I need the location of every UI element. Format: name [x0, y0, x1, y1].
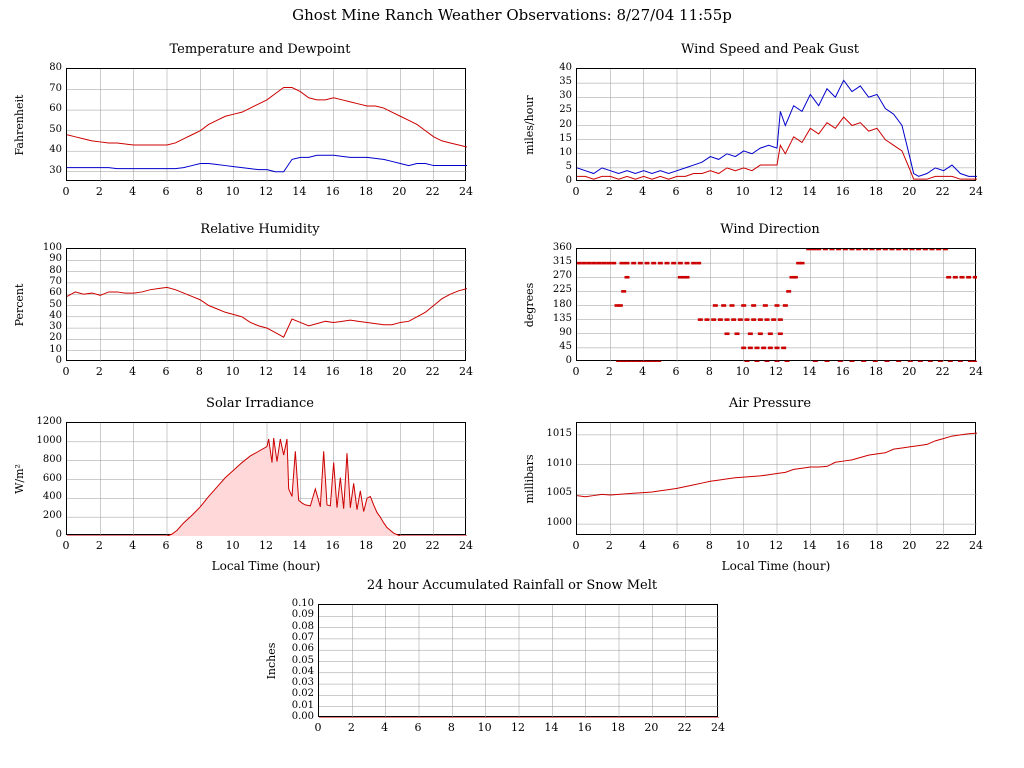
y-tick-label: 30	[49, 164, 62, 176]
y-tick-label: 80	[49, 264, 62, 276]
plot-svg-rainfall	[319, 605, 719, 718]
x-tick-label: 0	[572, 539, 580, 552]
x-tick-label: 18	[359, 365, 373, 378]
y-tick-label: 0.01	[291, 699, 314, 711]
y-tick-label: 10	[559, 146, 572, 158]
x-tick-label: 16	[325, 539, 340, 552]
x-tick-label: 24	[711, 721, 725, 734]
y-tick-label: 180	[552, 298, 572, 310]
y-tick-label: 80	[49, 62, 62, 73]
chart-title-temperature-dewpoint: Temperature and Dewpoint	[169, 42, 351, 57]
x-tick-label: 8	[195, 185, 203, 198]
y-tick-label: 1015	[546, 427, 572, 439]
chart-title-air-pressure: Air Pressure	[728, 396, 812, 411]
x-tick-label: 16	[835, 365, 850, 378]
x-tick-label: 22	[677, 721, 692, 734]
y-tick-label: 0.10	[291, 598, 314, 609]
y-tick-label: 60	[49, 287, 62, 299]
x-tick-label: 10	[735, 539, 750, 552]
plot-area-temperature-dewpoint	[66, 68, 466, 181]
y-tick-label: 20	[559, 118, 572, 130]
y-tick-label: 5	[565, 160, 572, 172]
x-tick-label: 10	[225, 185, 240, 198]
x-tick-label: 16	[835, 185, 850, 198]
y-tick-label: 0.03	[291, 677, 314, 689]
x-tick-label: 4	[639, 539, 647, 552]
y-tick-label: 40	[49, 309, 62, 321]
y-tick-label: 90	[559, 326, 572, 338]
x-tick-label: 4	[129, 185, 137, 198]
plot-area-wind-direction	[576, 248, 976, 361]
y-tick-label: 0.08	[291, 620, 314, 632]
x-tick-label: 2	[605, 185, 613, 198]
plot-area-rainfall	[318, 604, 718, 717]
y-tick-label: 25	[559, 104, 572, 116]
y-tick-label: 60	[49, 103, 62, 115]
plot-area-air-pressure	[576, 422, 976, 535]
x-tick-label: 6	[672, 185, 680, 198]
x-tick-label: 10	[735, 365, 750, 378]
x-tick-label: 14	[292, 365, 307, 378]
x-tick-label: 6	[672, 539, 680, 552]
x-tick-label: 10	[735, 185, 750, 198]
x-tick-label: 18	[359, 539, 373, 552]
y-tick-label: 270	[552, 270, 572, 282]
x-tick-label: 6	[162, 185, 170, 198]
x-tick-label: 8	[447, 721, 455, 734]
x-tick-label: 22	[425, 365, 440, 378]
y-tick-label: 1000	[546, 517, 572, 529]
x-tick-label: 24	[459, 185, 473, 198]
page-title: Ghost Mine Ranch Weather Observations: 8/27/04 11:55p	[292, 6, 732, 24]
y-tick-label: 100	[42, 242, 62, 253]
y-tick-label: 30	[559, 90, 572, 102]
x-tick-label: 2	[605, 365, 613, 378]
y-tick-label: 20	[49, 332, 62, 344]
x-tick-label: 0	[572, 185, 580, 198]
y-axis-label-air-pressure: millibars	[523, 453, 536, 504]
plot-svg-solar-irradiance	[67, 423, 467, 536]
y-tick-label: 1200	[36, 416, 62, 427]
x-tick-label: 22	[425, 539, 440, 552]
x-tick-label: 2	[347, 721, 355, 734]
chart-title-wind-direction: Wind Direction	[720, 222, 820, 237]
x-tick-label: 10	[225, 539, 240, 552]
chart-title-rainfall: 24 hour Accumulated Rainfall or Snow Melt	[366, 578, 658, 593]
y-tick-label: 0.04	[291, 665, 314, 677]
plot-svg-relative-humidity	[67, 249, 467, 362]
y-tick-label: 45	[559, 340, 572, 352]
x-tick-label: 22	[425, 185, 440, 198]
x-tick-label: 16	[325, 365, 340, 378]
x-tick-label: 12	[259, 185, 273, 198]
chart-panel-wind-direction	[523, 222, 1010, 392]
x-tick-label: 24	[969, 539, 983, 552]
x-tick-label: 16	[835, 539, 850, 552]
x-tick-label: 12	[259, 539, 273, 552]
y-tick-label: 50	[49, 123, 62, 135]
x-tick-label: 20	[392, 185, 407, 198]
chart-panel-air-pressure	[523, 396, 1010, 586]
chart-panel-relative-humidity	[13, 222, 500, 392]
x-tick-label: 18	[869, 365, 883, 378]
chart-panel-rainfall	[265, 578, 752, 758]
plot-area-solar-irradiance	[66, 422, 466, 535]
x-tick-label: 24	[459, 365, 473, 378]
x-tick-label: 20	[392, 539, 407, 552]
y-axis-label-relative-humidity: Percent	[13, 283, 26, 326]
x-tick-label: 6	[672, 365, 680, 378]
y-tick-label: 0.05	[291, 654, 314, 666]
x-tick-label: 24	[969, 365, 983, 378]
chart-panel-solar-irradiance	[13, 396, 500, 586]
chart-panel-temperature-dewpoint	[13, 42, 500, 212]
x-tick-label: 12	[511, 721, 525, 734]
x-tick-label: 20	[902, 539, 917, 552]
y-tick-label: 200	[42, 510, 62, 522]
x-tick-label: 14	[544, 721, 559, 734]
y-tick-label: 0.00	[291, 711, 314, 722]
x-tick-label: 12	[769, 185, 783, 198]
x-tick-label: 8	[195, 539, 203, 552]
x-tick-label: 4	[639, 185, 647, 198]
x-tick-label: 10	[225, 365, 240, 378]
x-tick-label: 12	[259, 365, 273, 378]
chart-title-solar-irradiance: Solar Irradiance	[206, 396, 314, 411]
y-tick-label: 50	[49, 298, 62, 310]
y-axis-label-temperature-dewpoint: Fahrenheit	[13, 94, 26, 155]
x-tick-label: 18	[869, 539, 883, 552]
x-tick-label: 4	[381, 721, 389, 734]
y-tick-label: 40	[559, 62, 572, 73]
x-axis-label-solar-irradiance: Local Time (hour)	[211, 559, 321, 573]
chart-panel-wind-speed-peak-gust	[523, 42, 1010, 212]
x-tick-label: 8	[705, 365, 713, 378]
plot-svg-wind-speed-peak-gust	[577, 69, 977, 182]
x-tick-label: 8	[705, 185, 713, 198]
y-tick-label: 225	[552, 284, 572, 296]
x-tick-label: 0	[62, 185, 70, 198]
y-tick-label: 90	[49, 253, 62, 265]
x-tick-label: 18	[611, 721, 625, 734]
x-tick-label: 18	[869, 185, 883, 198]
x-tick-label: 4	[639, 365, 647, 378]
x-tick-label: 24	[459, 539, 473, 552]
y-tick-label: 0	[55, 355, 62, 366]
x-tick-label: 20	[644, 721, 659, 734]
x-axis-label-air-pressure: Local Time (hour)	[721, 559, 831, 573]
plot-svg-wind-direction	[577, 249, 977, 362]
y-tick-label: 135	[552, 312, 572, 324]
x-tick-label: 4	[129, 365, 137, 378]
y-tick-label: 70	[49, 82, 62, 94]
y-tick-label: 600	[42, 472, 62, 484]
x-tick-label: 20	[902, 365, 917, 378]
x-tick-label: 20	[902, 185, 917, 198]
y-tick-label: 35	[559, 76, 572, 88]
x-tick-label: 14	[802, 539, 817, 552]
x-tick-label: 2	[95, 365, 103, 378]
y-tick-label: 0	[565, 355, 572, 366]
x-tick-label: 24	[969, 185, 983, 198]
y-tick-label: 0.06	[291, 643, 314, 655]
x-tick-label: 0	[62, 539, 70, 552]
x-tick-label: 6	[162, 539, 170, 552]
plot-area-relative-humidity	[66, 248, 466, 361]
chart-title-relative-humidity: Relative Humidity	[200, 222, 320, 237]
y-tick-label: 0.09	[291, 609, 314, 621]
y-tick-label: 30	[49, 321, 62, 333]
y-tick-label: 70	[49, 275, 62, 287]
plot-area-wind-speed-peak-gust	[576, 68, 976, 181]
x-tick-label: 8	[705, 539, 713, 552]
y-tick-label: 0.02	[291, 688, 314, 700]
x-tick-label: 0	[314, 721, 322, 734]
y-tick-label: 15	[559, 132, 572, 144]
plot-svg-air-pressure	[577, 423, 977, 536]
x-tick-label: 4	[129, 539, 137, 552]
x-tick-label: 14	[802, 365, 817, 378]
x-tick-label: 22	[935, 539, 950, 552]
x-tick-label: 0	[572, 365, 580, 378]
x-tick-label: 8	[195, 365, 203, 378]
x-tick-label: 18	[359, 185, 373, 198]
y-tick-label: 400	[42, 491, 62, 503]
x-tick-label: 12	[769, 539, 783, 552]
y-tick-label: 315	[552, 256, 572, 268]
x-tick-label: 2	[605, 539, 613, 552]
y-tick-label: 1010	[546, 457, 572, 469]
x-tick-label: 2	[95, 539, 103, 552]
y-axis-label-rainfall: Inches	[265, 642, 278, 679]
x-tick-label: 16	[577, 721, 592, 734]
x-tick-label: 22	[935, 365, 950, 378]
x-tick-label: 14	[292, 539, 307, 552]
x-tick-label: 10	[477, 721, 492, 734]
x-tick-label: 6	[162, 365, 170, 378]
x-tick-label: 6	[414, 721, 422, 734]
y-tick-label: 1005	[546, 487, 572, 499]
y-tick-label: 40	[49, 144, 62, 156]
x-tick-label: 20	[392, 365, 407, 378]
x-tick-label: 2	[95, 185, 103, 198]
y-axis-label-wind-direction: degrees	[523, 282, 536, 327]
x-tick-label: 14	[292, 185, 307, 198]
plot-svg-temperature-dewpoint	[67, 69, 467, 182]
y-tick-label: 0.07	[291, 631, 314, 643]
y-tick-label: 0	[55, 529, 62, 540]
x-tick-label: 22	[935, 185, 950, 198]
y-tick-label: 0	[565, 175, 572, 186]
x-tick-label: 14	[802, 185, 817, 198]
x-tick-label: 0	[62, 365, 70, 378]
x-tick-label: 16	[325, 185, 340, 198]
y-tick-label: 10	[49, 343, 62, 355]
y-tick-label: 1000	[36, 434, 62, 446]
chart-title-wind-speed-peak-gust: Wind Speed and Peak Gust	[680, 42, 860, 57]
x-tick-label: 12	[769, 365, 783, 378]
y-tick-label: 360	[552, 242, 572, 253]
y-tick-label: 800	[42, 453, 62, 465]
y-axis-label-wind-speed-peak-gust: miles/hour	[523, 94, 536, 155]
y-axis-label-solar-irradiance: W/m²	[13, 463, 26, 494]
